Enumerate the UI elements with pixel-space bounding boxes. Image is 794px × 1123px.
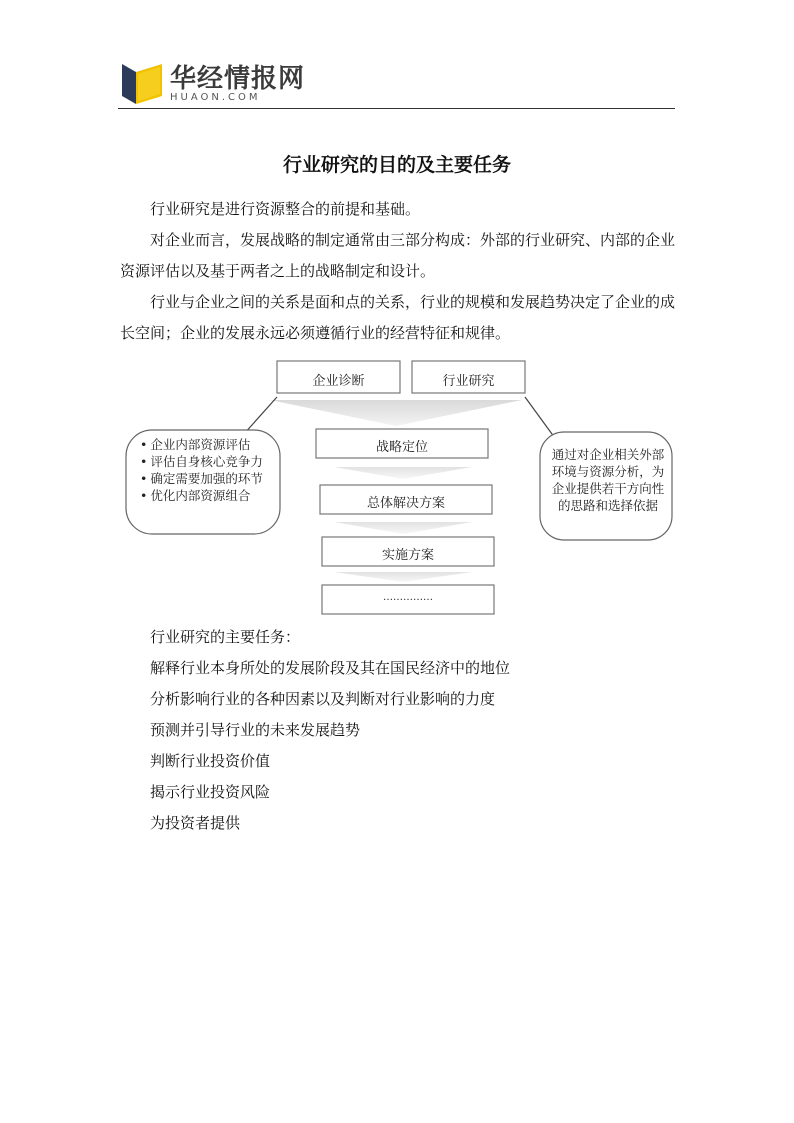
paragraph-2-text: 对企业而言，发展战略的制定通常由三部分构成：外部的行业研究、内部的企业资源评估以及基于两者之上的战略制定和设计。: [120, 231, 676, 280]
internal-item-4: • 优化内部资源组合: [138, 487, 274, 504]
external-analysis-note: 通过对企业相关外部环境与资源分析，为企业提供若干方向性的思路和选择依据: [551, 447, 665, 513]
internal-item-1: • 企业内部资源评估: [138, 436, 274, 453]
step-label-4: ……………: [383, 592, 433, 603]
paragraph-2: [120, 225, 676, 287]
funnel-arrow: [270, 400, 522, 426]
step-label-1: 战略定位: [375, 440, 428, 455]
logo-mark-icon: [122, 60, 162, 104]
document-title: 行业研究的目的及主要任务: [282, 154, 511, 176]
step-label-3: 实施方案: [381, 548, 434, 563]
brand-domain: HUAON.COM: [170, 92, 261, 103]
task-item-5: 揭示行业投资风险: [150, 783, 271, 801]
paragraph-3: [120, 287, 676, 349]
task-item-6: 为投资者提供: [150, 814, 241, 832]
task-item-1: 解释行业本身所处的发展阶段及其在国民经济中的地位: [150, 659, 511, 677]
internal-item-3: • 确定需要加强的环节: [138, 470, 274, 487]
step-arrow-3: [334, 572, 472, 582]
step-arrow-1: [334, 467, 472, 479]
paragraph-1-text: 行业研究是进行资源整合的前提和基础。: [150, 200, 421, 218]
step-arrow-2: [334, 522, 472, 534]
step-label-2: 总体解决方案: [366, 496, 445, 511]
label-industry-research: 行业研究: [442, 374, 495, 389]
paragraph-1: [120, 194, 676, 225]
task-item-4: 判断行业投资价值: [150, 752, 271, 770]
label-enterprise-diagnosis: 企业诊断: [312, 374, 365, 389]
internal-assessment-list: [138, 436, 274, 504]
task-item-3: 预测并引导行业的未来发展趋势: [150, 721, 361, 739]
brand-name: 华经情报网: [170, 64, 306, 94]
task-item-2: 分析影响行业的各种因素以及判断对行业影响的力度: [150, 690, 496, 708]
tasks-heading: 行业研究的主要任务：: [150, 628, 301, 646]
strategy-diagram: [120, 356, 680, 618]
paragraph-3-text: 行业与企业之间的关系是面和点的关系，行业的规模和发展趋势决定了企业的成长空间；企业的发展永远必须遵循行业的经营特征和规律。: [120, 293, 676, 342]
internal-item-2: • 评估自身核心竞争力: [138, 453, 274, 470]
header-divider: [118, 108, 675, 109]
